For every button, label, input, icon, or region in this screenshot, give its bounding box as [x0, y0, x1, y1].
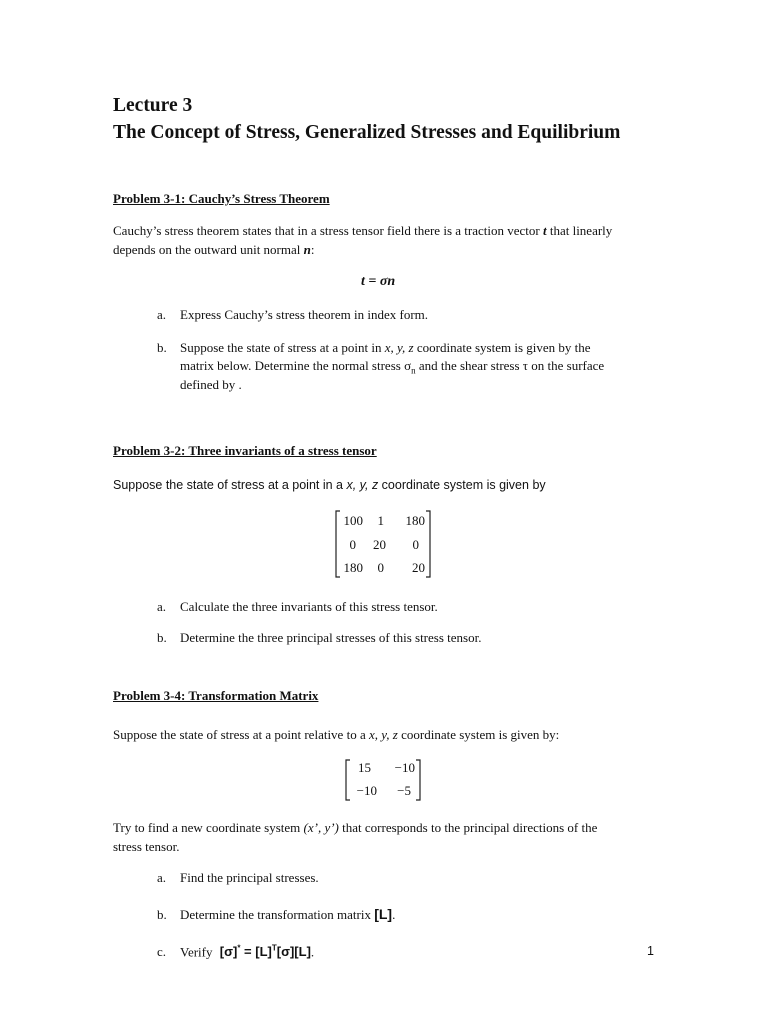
- problem-3-2-intro: Suppose the state of stress at a point in a x, y, z coordinate system is given by: [113, 478, 546, 492]
- matrix-cell-r1c1: 15: [358, 760, 371, 775]
- problem-3-4-item-b: b. Determine the transformation matrix [L].: [157, 906, 396, 922]
- problem-3-1-item-a: a. Express Cauchy’s stress theorem in index form.: [157, 307, 429, 322]
- matrix-cell-r3c1: 180: [343, 560, 363, 575]
- problem-3-1-item-b-line3: defined by .: [180, 377, 242, 392]
- matrix-cell-r2c2: 20: [373, 537, 386, 552]
- problem-3-1-item-b-line1: b. Suppose the state of stress at a point in x, y, z coordinate system is given by the: [157, 340, 591, 355]
- problem-3-2-heading: Problem 3-2: Three invariants of a stress tensor: [113, 443, 377, 458]
- matrix-cell-r2c3: 0: [412, 537, 419, 552]
- matrix-cell-r1c3: 180: [405, 513, 425, 528]
- matrix-cell-r1c1: 100: [343, 513, 363, 528]
- problem-3-1-item-b-line2: matrix below. Determine the normal stress $\sigma_n$ and the shear stress τ on the surface: [180, 358, 605, 376]
- verify-equation: $[\sigma]^* = [L]^T[\sigma][L]$: [219, 944, 311, 960]
- problem-3-1-intro-line1: Cauchy’s stress theorem states that in a stress tensor field there is a traction vector t that linearly: [113, 223, 613, 238]
- problem-3-1-intro-line2: depends on the outward unit normal n:: [113, 242, 315, 257]
- problem-3-4-item-a: a. Find the principal stresses.: [157, 870, 319, 885]
- problem-3-4-item-c: c. Verify $[\sigma]^* = [L]^T[\sigma][L]$.: [157, 944, 315, 960]
- problem-3-2-item-b: b. Determine the three principal stresses of this stress tensor.: [157, 630, 482, 645]
- transformation-matrix-symbol: [L]: [374, 906, 393, 922]
- matrix-cell-r3c3: 20: [412, 560, 425, 575]
- lecture-label: Lecture 3: [113, 95, 193, 116]
- problem-3-4-text-line2: stress tensor.: [113, 839, 180, 854]
- matrix-cell-r2c2: −5: [397, 783, 411, 798]
- stress-matrix-3x3: [333, 508, 433, 580]
- page-number: 1: [647, 944, 654, 958]
- problem-3-4-text-line1: Try to find a new coordinate system (x’, y’) that corresponds to the principal directions of the: [113, 820, 598, 835]
- matrix-cell-r2c1: −10: [356, 783, 377, 798]
- problem-3-1-heading: Problem 3-1: Cauchy’s Stress Theorem: [113, 191, 330, 206]
- page-title: The Concept of Stress, Generalized Stresses and Equilibrium: [113, 122, 621, 143]
- problem-3-4-heading: Problem 3-4: Transformation Matrix: [113, 688, 319, 703]
- stress-matrix-2x2: [343, 757, 423, 803]
- matrix-cell-r3c2: 0: [377, 560, 384, 575]
- matrix-cell-r2c1: 0: [349, 537, 356, 552]
- matrix-cell-r1c2: −10: [394, 760, 415, 775]
- matrix-cell-r1c2: 1: [377, 513, 384, 528]
- problem-3-2-item-a: a. Calculate the three invariants of this stress tensor.: [157, 599, 438, 614]
- cauchy-equation: t = σn: [361, 274, 396, 289]
- problem-3-4-intro: Suppose the state of stress at a point relative to a x, y, z coordinate system is given by:: [113, 727, 560, 742]
